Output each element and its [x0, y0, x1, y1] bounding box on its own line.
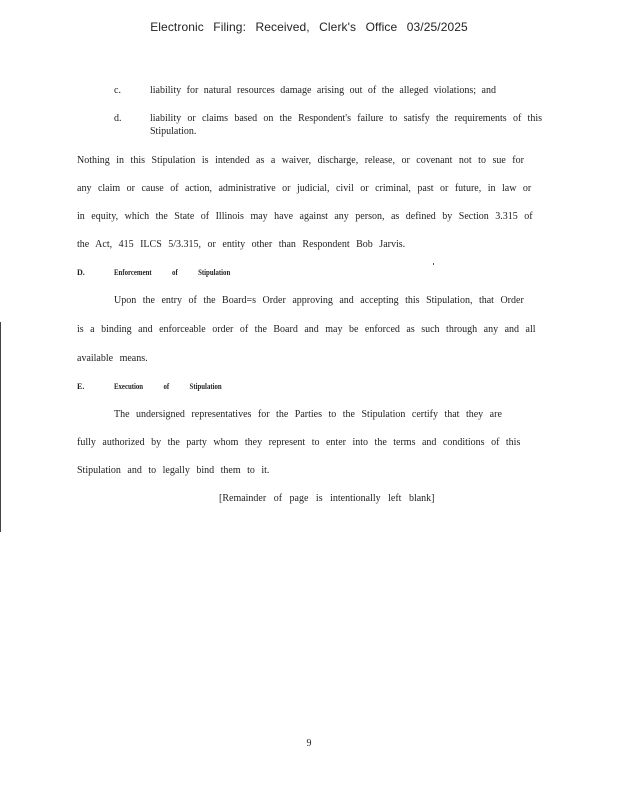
filing-header: Electronic Filing: Received, Clerk's Office 03/25/2025 [150, 20, 468, 34]
section-title: Enforcement of Stipulation [114, 268, 231, 277]
section-letter: E. [77, 382, 85, 391]
paragraph-line: Nothing in this Stipulation is intended as a waiver, discharge, release, or covenant not to sue for [77, 155, 524, 166]
paragraph-line: the Act, 415 ILCS 5/3.315, or entity other than Respondent Bob Jarvis. [77, 239, 406, 250]
section-letter: D. [77, 268, 85, 277]
paragraph-line: The undersigned representatives for the Parties to the Stipulation certify that they are [114, 409, 502, 420]
paragraph-line: available means. [77, 353, 148, 364]
list-item-letter: d. [114, 113, 122, 124]
paragraph-line: any claim or cause of action, administrative or judicial, civil or criminal, past or future, in law or [77, 183, 532, 194]
paragraph-line: in equity, which the State of Illinois may have against any person, as defined by Section 3.315 of [77, 211, 533, 222]
section-title: Execution of Stipulation [114, 382, 222, 391]
scan-edge-mark [0, 322, 1, 532]
list-item-text: liability or claims based on the Respondent's failure to satisfy the requirements of this Stipulation. [150, 113, 542, 137]
paragraph-line: is a binding and enforceable order of the Board and may be enforced as such through any and all [77, 324, 536, 335]
paragraph-line: Stipulation and to legally bind them to it. [77, 465, 270, 476]
list-item-letter: c. [114, 85, 121, 96]
list-item-text: liability for natural resources damage arising out of the alleged violations; and [150, 85, 496, 96]
scan-speck [433, 263, 434, 265]
page-number: 9 [306, 738, 312, 749]
paragraph-line: fully authorized by the party whom they represent to enter into the terms and conditions of this [77, 437, 521, 448]
remainder-note: [Remainder of page is intentionally left blank] [219, 493, 435, 504]
paragraph-line: Upon the entry of the Board=s Order approving and accepting this Stipulation, that Order [114, 295, 524, 306]
